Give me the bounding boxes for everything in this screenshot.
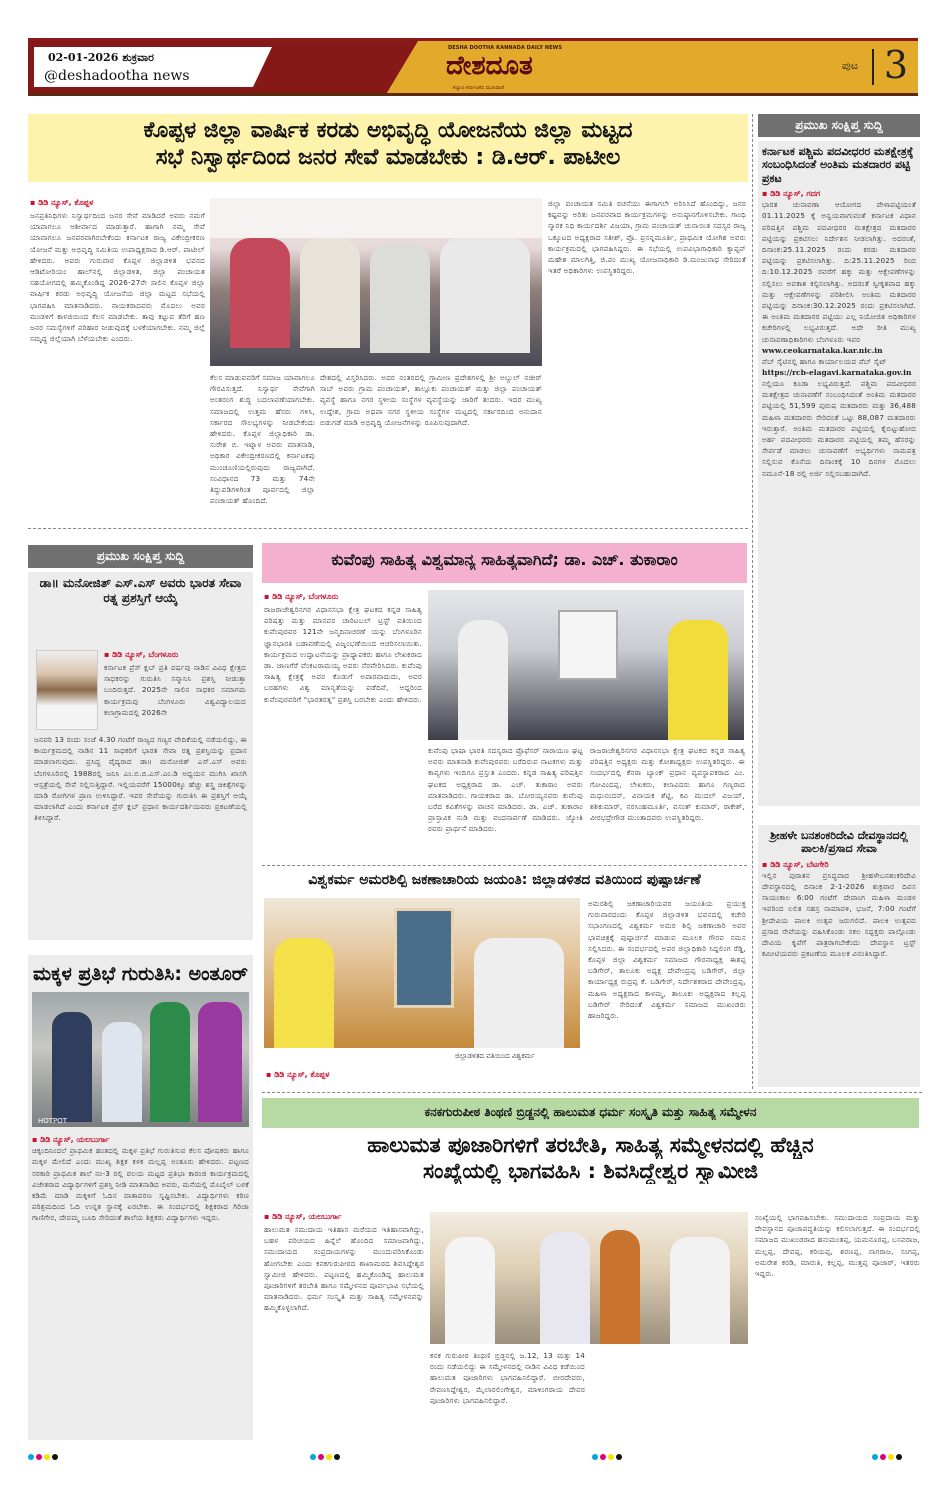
portrait-frame	[558, 610, 618, 680]
left-brief-body-short: ಕರ್ನಾಟಕ ಪ್ರೆಸ್ ಕ್ಲಬ್ ಪ್ರತಿ ವರ್ಷವು ನಾಡಿನ ವಿವಿಧ ಕ್ಷೇತ್ರದ ಸಾಧಕರನ್ನು ಗುರುತಿಸಿ ಸನ್ಮಾನಿಸಿ ಪ್ರಶಸ್ತಿ ನೀಡುತ್ತಾ ಬಂದಿರುತ್ತದೆ. 2025ನೇ ಸಾಲಿನ ಸಾಧಕರ ಸಮಾಗಮ ಕಾರ್ಯಕ್ರಮವು ಬೆಂಗಳೂರು ವಿಶ್ವವಿದ್ಯಾಲಯದ ಕಲಾಗ್ರಾಮದಲ್ಲಿ 2026ನೇ	[104, 663, 246, 717]
kuvempu-headline-box	[262, 543, 747, 583]
right-brief	[758, 114, 920, 814]
halumatha-headline-line-1: ಹಾಲುಮತ ಪೂಜಾರಿಗಳಿಗೆ ತರಬೇತಿ, ಸಾಹಿತ್ಯ ಸಮ್ಮೇಳನದಲ್ಲಿ ಹೆಚ್ಚಿನ	[367, 1133, 814, 1157]
temple-byline: ▪ ಡಿಡಿ ನ್ಯೂಸ್, ಬೆಟಗೇರಿ	[762, 860, 916, 870]
photo-person	[198, 1002, 242, 1122]
children-body: ಚಿಕ್ಕಂದಿನಿಂದಲೆ ಪ್ರಾಥಮಿಕ ಹಂತದಲ್ಲಿ ಮಕ್ಕಳ ಪ್ರತಿಭೆ ಗುರುತಿಸುವ ಕೆಲಸ ಪೋಷಕರು ಹಾಗೂ ಮಕ್ಕಳ ಮೇಲಿದೆ ಎಂದು ಮುಖ್ಯ ಶಿಕ್ಷಕ ಕಳಕ ಮಲ್ಲಪ್ಪ ಅಂತೂರು ಹೇಳಿದರು. ಪಟ್ಟಣದ ಸರಕಾರಿ ಪ್ರಾಥಮಿಕ ಶಾಲೆ ನಂ-3 ರಲ್ಲಿ ವಲಯ ಮಟ್ಟದ ಪ್ರತಿಭಾ ಕಾರಂಜಿ ಕಾರ್ಯಕ್ರಮದಲ್ಲಿ ವಿಜೇತರಾದ ವಿದ್ಯಾರ್ಥಿಗಳಿಗೆ ಪ್ರಶಸ್ತಿ ನೀಡಿ ಮಾತನಾಡಿದ ಅವರು, ಮನೆಯಲ್ಲಿ ಮೊಬೈಲ್ ಬಳಕೆ ಕಡಿಮೆ ಮಾಡಿ ಮಕ್ಕಳಿಗೆ ಓದಿನ ವಾತಾವರಣ ಸೃಷ್ಟಿಸಬೇಕು. ವಿದ್ಯಾರ್ಥಿಗಳು ಕಠಿಣ ಪರಿಶ್ರಮದಿಂದ ಓದಿ ಉನ್ನತ ಸ್ಥಾನಕ್ಕೆ ಏರಬೇಕು. ಈ ಸಂದರ್ಭದಲ್ಲಿ ಶಿಕ್ಷಕರಾದ ಗಿರಿಜಾ ಗಾಣಿಗೇರ, ದೇವಮ್ಮ ಬೂದಿ ಸೇರಿದಂತೆ ಶಾಲೆಯ ಶಿಕ್ಷಕರು ವಿದ್ಯಾರ್ಥಿಗಳು ಇದ್ದರು.	[32, 1146, 249, 1223]
photo-person	[670, 1237, 730, 1344]
photo-person	[230, 238, 290, 348]
portrait-frame	[394, 908, 454, 1008]
left-brief-headline: ಡಾ॥ ಮನೋಜಿತ್ ಎಸ್.ಎಸ್ ಅವರು ಭಾರತ ಸೇವಾ ರತ್ನ ಪ್ರಶಸ್ತಿಗೆ ಆಯ್ಕೆ	[39, 576, 242, 605]
newspaper-logo: ದೇಶದೂತ	[446, 51, 533, 81]
photo-person	[474, 938, 564, 1048]
social-handle: @deshadootha news	[44, 68, 190, 84]
left-brief	[28, 545, 253, 945]
kuvempu-photo	[428, 590, 744, 740]
photo-person	[540, 1232, 590, 1344]
temple-body: ಇಲ್ಲಿನ ಪುರಾತನ ಪ್ರಸಿದ್ಧವಾದ ಶ್ರೀಹಳೇಬನಶಂಕರಿದೇವಿ ದೇವಸ್ಥಾನದಲ್ಲಿ ದಿನಾಂಕ 2-1-2026 ಶುಕ್ರವಾರ ದಿವಸ ಸಾಯಂಕಾಲ 6:00 ಗಂಟೆಗೆ ದೇವಾಂಗ ಮಹಿಳಾ ಮಂಡಳ ಇವರಿಂದ ಲಲಿತ ಸಹಸ್ರ ನಾಮಾವಳಿ, ಭಜನೆ, 7:00 ಗಂಟೆಗೆ ಶ್ರೀದೇವಿಯ ಪಾಲಕಿ ಉತ್ಸವ ಜರುಗಲಿದೆ. ಪಾಲಕಿ ಉತ್ಸವದ ಪ್ರಸಾದ ಸೇವೆಯನ್ನು ವಹಿಸಿಕೊಂಡು ಸಕಲ ಸದ್ಭಕ್ತರು ಪಾಲ್ಗೊಂಡು ದೇವಿಯ ಕೃಪೆಗೆ ಪಾತ್ರರಾಗಬೇಕೆಂದು ದೇವಸ್ಥಾನ ಟ್ರಸ್ಟ್ ಕಮೀಟಿಯವರು ಪ್ರಕಟಣೆಯ ಮೂಲಕ ವಿನಂತಿಸಿದ್ದಾರೆ.	[762, 870, 916, 959]
lead-byline: ▪ ಡಿಡಿ ನ್ಯೂಸ್, ಕೊಪ್ಪಳ	[30, 198, 94, 208]
vishwakarma-body: ಅಮರಶಿಲ್ಪಿ ಜಕಣಾಚಾರಿಯವರ ಜಯಂತಿಯ ಪ್ರಯುಕ್ತ ಗುರುವಾರದಂದು ಕೊಪ್ಪಳ ಜಿಲ್ಲಾಡಳಿತ ಭವನದಲ್ಲಿ ಕಚೇರಿ ಸಭಾಂಗಣದಲ್ಲಿ ವಿಶ್ವಕರ್ಮ ಅಮರ ಶಿಲ್ಪಿ ಜಕಣಾಚಾರಿ ಅವರ ಭಾವಚಿತ್ರಕ್ಕೆ ಪುಷ್ಪಾರ್ಚನೆ ಮಾಡುವ ಮೂಲಕ ಗೌರವ ನಮನ ಸಲ್ಲಿಸಿದರು. ಈ ಸಂದರ್ಭದಲ್ಲಿ ಅಪರ ಜಿಲ್ಲಾಧಿಕಾರಿ ಸಿದ್ದಲಿಂಗ ರೆಡ್ಡಿ, ಕೊಪ್ಪಳ ಜಿಲ್ಲಾ ವಿಶ್ವಕರ್ಮ ಸಮಾಜದ ಗೌರವಾಧ್ಯಕ್ಷ ಈಶಪ್ಪ ಬಡಿಗೇರ್, ತಾಲೂಕು ಅಧ್ಯಕ್ಷ ದೇವೇಂದ್ರಪ್ಪ ಬಡಿಗೇರ್, ಜಿಲ್ಲಾ ಕಾರ್ಯಾಧ್ಯಕ್ಷ ರುದ್ರಪ್ಪ ಕೆ. ಬಡಿಗೇರ್, ನಿರ್ದೇಶಕರಾದ ದೇವೇಂದ್ರಪ್ಪ, ಮಹಿಳಾ ಅಧ್ಯಕ್ಷರಾದ ಕಾಳಮ್ಮ, ತಾಲೂಕು ಅಧ್ಯಕ್ಷರಾದ ಕಲ್ಲಪ್ಪ ಬಡಿಗೇರ್ ಸೇರಿದಂತೆ ವಿಶ್ವಕರ್ಮ ಸಮಾಜದ ಮುಖಂಡರು ಹಾಜರಿದ್ದರು.	[588, 899, 746, 1021]
photo-person	[600, 1230, 640, 1344]
registration-marks	[28, 1454, 58, 1460]
ceo-link[interactable]: www.ceokarnataka.kar.nic.in	[762, 345, 883, 355]
photo-person	[300, 238, 360, 348]
section-divider	[28, 528, 748, 529]
lead-photo	[210, 198, 542, 366]
children-byline: ▪ ಡಿಡಿ ನ್ಯೂಸ್, ಯಲಬುರ್ಗಾ	[32, 1135, 249, 1145]
children-story	[28, 955, 253, 1440]
lead-headline-line-1: ಕೊಪ್ಪಳ ಜಿಲ್ಲಾ ವಾರ್ಷಿಕ ಕರಡು ಅಭಿವೃದ್ಧಿ ಯೋಜನೆಯ ಜಿಲ್ಲಾ ಮಟ್ಟದ	[143, 118, 633, 143]
kuvempu-col-1: ರಾಜರಾಜೇಶ್ವರಿನಗರ ವಿಧಾನಸಭಾ ಕ್ಷೇತ್ರ ಘಟಕದ ಕನ್ನಡ ಸಾಹಿತ್ಯ ಪರಿಷತ್ತು ಮತ್ತು ಮಾನವರ ಚಾರಿಟಬಲ್ ಟ್ರಸ್ಟ್ ವತಿಯಿಂದ ಕುವೆಂಪುರವರ 121ನೇ ಜನ್ಮದಿನಾಚರಣೆ ಯನ್ನು ಬೆಂಗಳೂರಿನ ಜ್ಞಾನಭಾರತಿ ಬಡಾವಣೆಯಲ್ಲಿ ವಿಜೃಂಭಣೆಯಿಂದ ಆಚರಿಸಲಾಯಿತು. ಕಾರ್ಯಕ್ರಮದ ಉದ್ಘಾಟನೆಯನ್ನು ಪ್ರಾಧ್ಯಾಪಕರು ಹಾಗೂ ಲೇಖಕರಾದ ಡಾ. ಜಾಣಗೆರೆ ವೆಂಕಟರಾಮಯ್ಯ ಅವರು ನೆರವೇರಿಸಿದರು. ಕುವೆಂಪು ಸಾಹಿತ್ಯ ಕ್ಷೇತ್ರಕ್ಕೆ ಅವರ ಕೊಡುಗೆ ಅಪಾರವಾದುದು, ಅವರ ಬರಹಗಳು ವಿಶ್ವ ಮಾನ್ಯತೆಯನ್ನು ಪಡೆದಿವೆ, ಆದ್ದರಿಂದ ಕುವೆಂಪುರವರಿಗೆ "ಭಾರತರತ್ನ" ಪ್ರಶಸ್ತಿ ಬರಬೇಕು ಎಂದು ಹೇಳಿದರು.	[264, 605, 422, 704]
page-label: ಪುಟ	[841, 59, 858, 72]
stage-backdrop	[210, 198, 542, 238]
page-number: 3	[883, 43, 908, 87]
right-brief-byline: ▪ ಡಿಡಿ ನ್ಯೂಸ್, ಗದಗ	[762, 189, 916, 199]
children-photo	[32, 992, 249, 1127]
vishwakarma-byline: ▪ ಡಿಡಿ ನ್ಯೂಸ್, ಕೊಪ್ಪಳ	[266, 1070, 330, 1080]
right-temple-brief	[758, 825, 920, 1087]
kuvempu-col-2: ಕುವೆಂಪು ಭಾಷಾ ಭಾರತಿ ಸದಸ್ಯರಾದ ಪ್ರೊಫೆಸರ್ ನಾರಾಯಣ ಘಟ್ಟ ಅವರು ಮಾತನಾಡಿ ಕುವೆಂಪುರವರು ಬರೆದಿರುವ ನಾಟಕಗಳು ಮತ್ತು ಕಾವ್ಯಗಳು ಇಂದಿಗೂ ಪ್ರಸ್ತುತ ಎಂದರು. ಕನ್ನಡ ಸಾಹಿತ್ಯ ಪರಿಷತ್ತಿನ ಘಟಕದ ಅಧ್ಯಕ್ಷರಾದ ಡಾ. ಎಚ್. ತುಕಾರಾಂ ಅವರು ಮಾತನಾಡಿದರು. ಗಾಯಕರಾದ ಡಾ. ಬೋರಯ್ಯನವರು ಕುವೆಂಪು ಬರೆದ ಕವಿತೆಗಳನ್ನು ವಾಚನ ಮಾಡಿದರು. ಡಾ. ಎಚ್. ತುಕಾರಾಂ ಪ್ರಾಸ್ತಾವಿಕ ನುಡಿ ಮತ್ತು ವಂದನಾರ್ಪಣೆ ಮಾಡಿದರು. ಜ್ಯೋತಿ ರವರು ಪ್ರಾರ್ಥನೆ ಮಾಡಿದರು.	[428, 746, 583, 834]
vishwakarma-headline: ವಿಶ್ವಕರ್ಮ ಅಮರಶಿಲ್ಪಿ ಜಕಣಾಚಾರಿಯ ಜಯಂತಿ: ಜಿಲ್ಲಾಡಳಿತದ ವತಿಯಿಂದ ಪುಷ್ಪಾರ್ಚಣೆ	[308, 872, 701, 888]
photo-watermark: HOTPOT	[38, 1117, 68, 1126]
issue-date: 02-01-2026 ಶುಕ್ರವಾರ	[48, 51, 154, 64]
lead-col-1: ಜನಪ್ರತಿನಿಧಿಗಳು ನಿಸ್ವಾರ್ಥದಿಂದ ಜನರ ಸೇವೆ ಮಾಡಿದರೆ ಅವರು ನಮಗೆ ಯಾವಾಗಲೂ ಆಶೀರ್ವಾದ ಮಾಡುತ್ತಾರೆ. ಹಾಗಾಗಿ ನಮ್ಮ ಸೇವೆ ಯಾವಾಗಲೂ ಜನಪರವಾಗಿರಬೇಕೆಂದು ಕರ್ನಾಟಕ ರಾಜ್ಯ ವಿಕೇಂದ್ರೀಕರಣ ಯೋಜನೆ ಮತ್ತು ಅಭಿವೃದ್ಧಿ ಸಮಿತಿಯ ಉಪಾಧ್ಯಕ್ಷರಾದ ಡಿ.ಆರ್. ಪಾಟೀಲ್ ಹೇಳಿದರು. ಅವರು ಗುರುವಾರ ಕೊಪ್ಪಳ ಜಿಲ್ಲಾಡಳಿತ ಭವನದ ಆಡಿಟೋರಿಯಂ ಹಾಲ್‌ನಲ್ಲಿ ಜಿಲ್ಲಾಡಳಿತ, ಜಿಲ್ಲಾ ಪಂಚಾಯತ ಸಹಯೋಗದಲ್ಲಿ ಹಮ್ಮಿಕೊಂಡಿದ್ದ 2026-27ನೇ ಸಾಲಿನ ಕೊಪ್ಪಳ ಜಿಲ್ಲಾ ವಾರ್ಷಿಕ ಕರಡು ಅಭಿವೃದ್ಧಿ ಯೋಜನೆಯ ಜಿಲ್ಲಾ ಮಟ್ಟದ ಸಭೆಯಲ್ಲಿ ಭಾಗವಹಿಸಿ ಮಾತನಾಡಿದರು. ನಾಯಕರಾದವರು ಮೊದಲು ಅವರ ಮಂಡಳಿಗೆ ಕಾಳಜಿಯಿಂದ ಕೆಲಸ ಮಾಡಬೇಕು. ತಾವು ಕಟ್ಟುವ ತೆರಿಗೆ ಹಣ ಜನರ ಸಮಸ್ಯೆಗಳಿಗೆ ಪರಿಹಾರ ನೀಡುವುದಕ್ಕೆ ಬಳಕೆಯಾಗಬೇಕು. ನಮ್ಮ ಜಿಲ್ಲೆ ಸಮೃದ್ಧ ಜಿಲ್ಲೆಯಾಗಿ ಬೆಳೆಯಬೇಕು ಎಂದರು.	[30, 211, 205, 344]
lead-col-2: ಕೆಲಸ ಮಾಡುವವರಿಗೆ ಸಮಾಜ ಯಾವಾಗಲೂ ಗೌರವಿಸುತ್ತದೆ. ನಿಸ್ವಾರ್ಥ ಸೇವೆಗಾಗಿ ಅಂತರಂಗ ಶುದ್ಧಿ ಬದಲಾವಣೆಯಾಗಬೇಕು. ಸಮಾಜದಲ್ಲಿ ಉತ್ತಮ ಹೆಸರು ಗಳಿಸಿ, ಸರ್ಕಾರದ ಸೌಲಭ್ಯಗಳನ್ನು ನೀಡಬೇಕೆಂದು ಹೇಳಿದರು. ಕೊಪ್ಪಳ ಜಿಲ್ಲಾಧಿಕಾರಿ ಡಾ. ಸುರೇಶ ಬಿ. ಇಟ್ನಾಳ ಅವರು ಮಾತನಾಡಿ, ಅಧಿಕಾರ ವಿಕೇಂದ್ರೀಕರಣದಲ್ಲಿ ಕರ್ನಾಟಕವು ಮುಂಚೂಣಿಯಲ್ಲಿರುವುದು ರಾಜ್ಯವಾಗಿದೆ. ಸಂವಿಧಾನದ 73 ಮತ್ತು 74ನೇ ತಿದ್ದುಪಡಿಗಳಿಗಿಂತ ಪೂರ್ವದಲ್ಲಿ ಜಿಲ್ಲಾ ಪಂಚಾಯತ್ ಹೊಂದಿದೆ.	[210, 373, 315, 506]
right-brief-headline: ಕರ್ನಾಟಕ ಪಶ್ಚಿಮ ಪದವೀಧರರ ಮತಕ್ಷೇತ್ರಕ್ಕೆ ಸಂಬಂಧಿಸಿದಂತೆ ಅಂತಿಮ ಮತದಾರರ ಪಟ್ಟಿ ಪ್ರಕಟ	[762, 145, 914, 185]
halumatha-photo	[430, 1212, 748, 1344]
halumatha-headline-box	[262, 1133, 919, 1184]
lead-col-3: ದೇಶದಲ್ಲಿ ವಿಸ್ತರಿಸಿದರು. ಅದರ ನಂತರದಲ್ಲಿ ಗ್ರಾಮೀಣ ಪ್ರದೇಶಗಳಲ್ಲಿ ಶ್ರೀ ಅಬ್ದುಲ್ ನಜೀರ್ ಸಾಬ್ ಅವರು ಗ್ರಾಮ ಪಂಚಾಯತ್, ತಾಲ್ಲೂಕು ಪಂಚಾಯತ್ ಮತ್ತು ಜಿಲ್ಲಾ ಪಂಚಾಯತ್ ವ್ಯವಸ್ಥೆ ಹಾಗೂ ನಗರ ಸ್ಥಳೀಯ ಸಂಸ್ಥೆಗಳ ವ್ಯವಸ್ಥೆಯನ್ನು ಜಾರಿಗೆ ತಂದರು. ಇದರ ಮುಖ್ಯ ಉದ್ದೇಶ, ಗ್ರಾಮ ಅಥವಾ ನಗರ ಸ್ಥಳೀಯ ಸಂಸ್ಥೆಗಳ ಮಟ್ಟದಲ್ಲಿ ಸರ್ಕಾರದಿಂದ ಅನುದಾನ ಬಿಡುಗಡೆ ಮಾಡಿ ಅಭಿವೃದ್ಧಿ ಯೋಜನೆಗಳನ್ನು ರೂಪಿಸುವುದಾಗಿದೆ.	[320, 373, 542, 427]
lead-col-4: ಜಿಲ್ಲಾ ಪಂಚಾಯತ ಸಮಿತಿ ರಚನೆಯು ಈಗಾಗಲೇ ಅರಿಸಿಸಿದೆ ಹೊಂದಿದ್ದು, ಜನರ ಕಷ್ಟವನ್ನು ಅರಿತು ಜನಪರವಾದ ಕಾರ್ಯಕ್ರಮಗಳನ್ನು ಅನುಷ್ಠಾನಗೊಳಿಸಬೇಕು. ಗಾಂಧಿ ಸ್ಮಾರಕ ನಿಧಿ ಕಾರ್ಯದರ್ಶಿ ವಿಜಯಾ, ಗ್ರಾಮ ಪಂಚಾಯತ್ ಚುನಾಯಿತ ಸದಸ್ಯರ ರಾಜ್ಯ ಒಕ್ಕೂಟದ ಅಧ್ಯಕ್ಷರಾದ ಸತೀಶ್, ಪ್ರೊ. ಪ್ರಸನ್ನಮೂರ್ತಿ, ಪ್ರಾಥಮಿಕ ಯೋಗಿಶ ಅವರು ಕಾರ್ಯಕ್ರಮದಲ್ಲಿ ಭಾಗವಹಿಸಿದ್ದರು. ಈ ಸಭೆಯಲ್ಲಿ ಉಪವಿಭಾಗಾಧಿಕಾರಿ ಕ್ಯಾಪ್ಟನ್ ಮಹೇಶ ಮಾಲಗಿತ್ತಿ, ಜಿ.ಪಂ ಮುಖ್ಯ ಯೋಜನಾಧಿಕಾರಿ ಡಿ.ಮಂಜುನಾಥ ಸೇರಿದಂತೆ ಇತರೆ ಅಧಿಕಾರಿಗಳು ಉಪಸ್ಥಿತರಿದ್ದರು.	[548, 199, 746, 276]
children-headline: ಮಕ್ಕಳ ಪ್ರತಿಭೆ ಗುರುತಿಸಿ: ಅಂತೂರ್	[33, 963, 248, 985]
right-brief-body-2: ನಲ್ಲಿಯೂ ಕೂಡಾ ಲಭ್ಯವಿರುತ್ತದೆ. ಪಶ್ಚಿಮ ಪದವೀಧರರ ಮತಕ್ಷೇತ್ರದ ಚುನಾವಣೆಗೆ ಸಂಬಂಧಿಸಿದಂತೆ ಅಂತಿಮ ಮತದಾರರ ಪಟ್ಟಿಯಲ್ಲಿ 51,599 ಪುರುಷ ಮತದಾರರು ಮತ್ತು 36,488 ಮಹಿಳಾ ಮತದಾರರು ಸೇರಿದಂತೆ ಒಟ್ಟು 88,087 ಮತದಾರರು ಇರುತ್ತಾರೆ. ಅಂತಿಮ ಮತದಾರರ ಪಟ್ಟಿಯಲ್ಲಿ ಕೈಬಿಟ್ಟುಹೋದ ಅರ್ಹ ಪದವೀಧರರು ಮತದಾರರ ಪಟ್ಟಿಯಲ್ಲಿ ತಮ್ಮ ಹೆಸರನ್ನು ಸೇರ್ಪಡೆ ಮಾಡಲು ಚುನಾವಣೆಗೆ ಅಭ್ಯರ್ಥಿಗಳು ನಾಮಪತ್ರ ಸಲ್ಲಿಸುವ ಕೊನೆಯ ದಿನಾಂಕಕ್ಕೆ 10 ದಿನಗಳ ಮೊದಲು ನಮೂನೆ-18 ರಲ್ಲಿ ಅರ್ಜಿ ಸಲ್ಲಿಸಬಹುದಾಗಿದೆ.	[762, 379, 916, 478]
masthead-subtitle: DESHA DOOTHA KANNADA DAILY NEWS	[448, 45, 563, 51]
halumatha-kicker: ಕನಕಗುರುಪೀಠ ತಿಂಥಣಿ ಬ್ರಿಡ್ಜನಲ್ಲಿ ಹಾಲುಮತ ಧರ್ಮ ಸಂಸ್ಕೃತಿ ಮತ್ತು ಸಾಹಿತ್ಯ ಸಮ್ಮೇಳನ	[424, 1105, 757, 1119]
right-brief-mid-text: ವೆಬ್ ಸೈಟಿನಲ್ಲಿ ಹಾಗೂ ಕಾರ್ಯಾಲಯದ ವೆಬ್ ಸೈಟ್	[762, 356, 887, 366]
photo-person	[52, 1012, 92, 1122]
section-divider	[262, 1092, 922, 1093]
halumatha-kicker-box	[262, 1098, 919, 1128]
photo-person	[668, 620, 728, 740]
kuvempu-byline: ▪ ಡಿಡಿ ನ್ಯೂಸ್, ಬೆಂಗಳೂರು	[264, 592, 338, 602]
halumatha-col-2: ಕನಕ ಗುರುಪೀಠ ತಿಂಥಣಿ ಬ್ರಿಡ್ಜನಲ್ಲಿ ಜ.12, 13 ಮತ್ತು 14 ರಂದು ನಡೆಯಲಿದ್ದು ಈ ಸಮ್ಮೇಳನದಲ್ಲಿ ನಾಡಿನ ವಿವಿಧ ಕಡೆಯಿಂದ ಹಾಲುಮತ ಪೂಜಾರಿಗಳು ಭಾಗವಹಿಸಲಿದ್ದಾರೆ. ಬೀರದೇವರು, ರೇವಣಸಿದ್ದೇಶ್ವರ, ಮೈಲಾರಲಿಂಗೇಶ್ವರ, ಮಾಳಿಂಗರಾಯ ದೇವರ ಪೂಜಾರಿಗಳು ಭಾಗವಹಿಸಲಿದ್ದಾರೆ.	[430, 1351, 585, 1405]
page-divider	[872, 49, 874, 85]
photo-person	[274, 938, 334, 1048]
registration-marks	[592, 1454, 622, 1460]
left-brief-byline: ▪ ಡಿಡಿ ನ್ಯೂಸ್, ಬೆಂಗಳೂರು	[104, 650, 178, 660]
rcb-link[interactable]: https://rcb-elagavi.karnataka.gov.in	[762, 368, 912, 378]
halumatha-byline: ▪ ಡಿಡಿ ನ್ಯೂಸ್, ಯಲಬುರ್ಗಾ	[264, 1212, 341, 1222]
column-divider	[752, 114, 753, 1089]
photo-person	[370, 243, 430, 353]
right-section-label: ಪ್ರಮುಖ ಸಂಕ್ಷಿಪ್ತ ಸುದ್ದಿ	[758, 114, 920, 137]
lead-headline-box	[28, 114, 748, 182]
registration-marks	[872, 1454, 902, 1460]
halumatha-col-3: ಸಂಖ್ಯೆಯಲ್ಲಿ ಭಾಗವಹಿಸಬೇಕು. ಸಮುದಾಯದ ಸಂಪ್ರದಾಯ ಮತ್ತು ದೇವಸ್ಥಾನದ ಪೂಜಾಪದ್ಧತಿಯನ್ನು ಕಲಿಸಲಾಗುತ್ತದೆ. ಈ ಸಂದರ್ಭದಲ್ಲಿ ಸಮಾಜದ ಮುಖಂಡರಾದ ಹನುಮಂತಪ್ಪ, ಯಮನೂರಪ್ಪ, ಬಸವರಾಜ, ಮಲ್ಲಪ್ಪ, ದೇವಪ್ಪ, ಕರಿಯಪ್ಪ, ಶರಣಪ್ಪ, ನಾಗರಾಜ, ಸಂಗಪ್ಪ, ಅಮರೇಶ ಕರಡಿ, ಮಾರುತಿ, ಕಲ್ಲಪ್ಪ, ಮುತ್ತಪ್ಪ ಪೂಜಾರ್, ಇತರರು ಇದ್ದರು.	[755, 1213, 920, 1279]
lead-headline-line-2: ಸಭೆ ನಿಸ್ವಾರ್ಥದಿಂದ ಜನರ ಸೇವೆ ಮಾಡಬೇಕು : ಡಿ.ಆರ್. ಪಾಟೀಲ	[155, 144, 621, 170]
photo-person	[440, 238, 530, 353]
kuvempu-col-3: ರಾಜರಾಜೇಶ್ವರಿನಗರ ವಿಧಾನಸಭಾ ಕ್ಷೇತ್ರ ಘಟಕದ ಕನ್ನಡ ಸಾಹಿತ್ಯ ಪರಿಷತ್ತಿನ ಅಧ್ಯಕ್ಷರು ಮತ್ತು ಕೋಶಾಧ್ಯಕ್ಷರು ಉಪಸ್ಥಿತರಿದ್ದರು. ಈ ಸಂದರ್ಭದಲ್ಲಿ ಕೆನರಾ ಬ್ಯಾಂಕ್ ಪ್ರಧಾನ ವ್ಯವಸ್ಥಾಪಕರಾದ ಎಂ. ಗೋವಿಂದಪ್ಪ, ಲೇಖಕರು, ಕಲಾವಿದರು ಹಾಗೂ ಗಣ್ಯರಾದ ಮಧುನಂದನ್, ವಿನಾಯಕ ಶೆಟ್ಟಿ, ಕವಿ ಮುದಲ್ ವಿಜಯ್, ಶಶಿಕುಮಾರ್, ನರಸಿಂಹಮೂರ್ತಿ, ವಸಂತ್ ಕುಮಾರ್, ರಾಕೇಶ್, ವೀರಭದ್ರೇಗೌಡ ಮುಂತಾದವರು ಉಪಸ್ಥಿತರಿದ್ದರು.	[590, 746, 745, 823]
registration-marks	[310, 1454, 340, 1460]
photo-person	[458, 620, 508, 740]
doctor-photo	[36, 650, 98, 730]
photo-person	[445, 1237, 495, 1344]
section-divider	[262, 865, 747, 866]
vishwakarma-caption: ಜಿಲ್ಲಾಡಳಿತದ ವತಿಯಿಂದ ವಿಶ್ವಕರ್ಮ	[455, 1052, 535, 1060]
photo-person	[150, 1002, 190, 1122]
temple-headline: ಶ್ರೀಹಳೇ ಬನಶಂಕರಿದೇವಿ ದೇವಸ್ಥಾನದಲ್ಲಿ ಪಾಲಕಿ/ಪ್ರಸಾದ ಸೇವಾ	[770, 829, 908, 856]
halumatha-col-1: ಹಾಲುಮತ ಸಮುದಾಯ ಇತಿಹಾಸ ಮರೆಯದ ಇತಿಹಾಸವಾಗಿದ್ದು, ಬಹಳ ಪರಿಚಯದ ಹಿನ್ನೆಲೆ ಹೊಂದಿದ ಸಮಾಜವಾಗಿದ್ದು, ಸಮುದಾಯದ ಸಂಪ್ರದಾಯಗಳನ್ನು ಮುಂದುವರಿಸಿಕೊಂಡು ಹೋಗಬೇಕು ಎಂದು ಕನಕಗುರುಪೀಠದ ಶಾಖಾಮಠದ ಶಿವಸಿದ್ದೇಶ್ವರ ಸ್ವಾಮೀಜಿ ಹೇಳಿದರು. ಪಟ್ಟಣದಲ್ಲಿ ಹಮ್ಮಿಕೊಂಡಿದ್ದ ಹಾಲುಮತ ಪೂಜಾರಿಗಳಿಗೆ ತರಬೇತಿ ಹಾಗೂ ಸಮ್ಮೇಳನದ ಪೂರ್ವಭಾವಿ ಸಭೆಯಲ್ಲಿ ಮಾತನಾಡಿದರು. ಧರ್ಮ ಸಂಸ್ಕೃತಿ ಮತ್ತು ಸಾಹಿತ್ಯ ಸಮ್ಮೇಳನವನ್ನು ಹಮ್ಮಿಕೊಳ್ಳಲಾಗಿದೆ.	[264, 1225, 424, 1313]
left-brief-body-long: ಜನವರಿ 13 ರಂದು ಸಂಜೆ 4.30 ಗಂಟೆಗೆ ರಾಜ್ಯದ ಗಣ್ಯರ ವೇದಿಕೆಯಲ್ಲಿ ನಡೆಯಲಿದ್ದು, ಈ ಕಾರ್ಯಕ್ರಮದಲ್ಲಿ ನಾಡಿನ 11 ಸಾಧಕರಿಗೆ ಭಾರತ ಸೇವಾ ರತ್ನ ಪ್ರಶಸ್ತಿಯನ್ನು ಪ್ರದಾನ ಮಾಡಲಾಗುವುದು. ಪ್ರಸಿದ್ಧ ವೈದ್ಯರಾದ ಡಾ॥ ಮನೋಜಿತ್ ಎಸ್.ಎಸ್ ಅವರು ಬೆಂಗಳೂರಿನಲ್ಲಿ 1988ರಲ್ಲಿ ಜನಿಸಿ ಎಂ.ಬಿ.ಬಿ.ಎಸ್.ಎಂ.ಡಿ ಅಧ್ಯಯನ ಮುಗಿಸಿ ಖಾಸಗಿ ಆಸ್ಪತ್ರೆಯಲ್ಲಿ ಸೇವೆ ಸಲ್ಲಿಸುತ್ತಿದ್ದಾರೆ. ಇಲ್ಲಿಯವರೆಗೆ 15000ಕ್ಕೂ ಹೆಚ್ಚು ಶಸ್ತ್ರ ಚಿಕಿತ್ಸೆಗಳನ್ನು ಮಾಡಿ ರೋಗಿಗಳ ಪ್ರಾಣ ಉಳಿಸಿದ್ದಾರೆ. ಇವರ ಸೇವೆಯನ್ನು ಗುರುತಿಸಿ ಈ ಪ್ರಶಸ್ತಿಗೆ ಆಯ್ಕೆ ಮಾಡಲಾಗಿದೆ ಎಂದು ಕರ್ನಾಟಕ ಪ್ರೆಸ್ ಕ್ಲಬ್ ಪ್ರಧಾನ ಕಾರ್ಯದರ್ಶಿಯವರು ಪ್ರಕಟಣೆಯಲ್ಲಿ ತಿಳಿಸಿದ್ದಾರೆ.	[34, 735, 247, 823]
masthead-tagline: ಕಲ್ಯಾಣ ಕರ್ನಾಟಕದ ಮುಖವಾಣಿ	[453, 85, 505, 91]
masthead	[28, 38, 918, 96]
halumatha-headline-line-2: ಸಂಖ್ಯೆಯಲ್ಲಿ ಭಾಗವಹಿಸಿ : ಶಿವಸಿದ್ದೇಶ್ವರ ಸ್ವಾಮೀಜಿ	[422, 1158, 759, 1183]
left-section-label: ಪ್ರಮುಖ ಸಂಕ್ಷಿಪ್ತ ಸುದ್ದಿ	[28, 545, 253, 568]
vishwakarma-photo	[264, 898, 580, 1048]
photo-person	[102, 1022, 142, 1122]
kuvempu-headline: ಕುವೆಂಪು ಸಾಹಿತ್ಯ ವಿಶ್ವಮಾನ್ಯ ಸಾಹಿತ್ಯವಾಗಿದೆ; ಡಾ. ಎಚ್. ತುಕಾರಾಂ	[331, 550, 678, 569]
right-brief-body-1: ಭಾರತ ಚುನಾವಣಾ ಆಯೋಗದ ವೇಳಾಪಟ್ಟಿಯಂತೆ 01.11.2025 ಕ್ಕೆ ಅನ್ವಯವಾಗುವಂತೆ ಕರ್ನಾಟಕ ವಿಧಾನ ಪರಿಷತ್ತಿನ ಪಶ್ಚಿಮ ಪದವೀಧರರ ಮತಕ್ಷೇತ್ರದ ಮತದಾರರ ಪಟ್ಟಿಯನ್ನು ಪ್ರಕಟಿಸಲು ನಿರ್ದೇಶನ ನೀಡಲಾಗಿತ್ತು. ಅದರಂತೆ, ದಿನಾಂಕ:25.11.2025 ರಂದು ಕರಡು ಮತದಾರರ ಪಟ್ಟಿಯನ್ನು ಪ್ರಕಟಿಸಲಾಗಿತ್ತು. ದಿ:25.11.2025 ರಿಂದ ದಿ:10.12.2025 ರವರೆಗೆ ಹಕ್ಕು ಮತ್ತು ಆಕ್ಷೇಪಣೆಗಳನ್ನು ಸಲ್ಲಿಸಲು ಅವಕಾಶ ಕಲ್ಪಿಸಲಾಗಿತ್ತು. ಅದರಂತೆ ಸ್ವೀಕೃತವಾದ ಹಕ್ಕು ಮತ್ತು ಆಕ್ಷೇಪಣೆಗಳನ್ನು ಪರಿಶೀಲಿಸಿ ಅಂತಿಮ ಮತದಾರರ ಪಟ್ಟಿಯನ್ನು ದಿನಾಂಕ:30.12.2025 ರಂದು ಪ್ರಕಟಿಸಲಾಗಿದೆ. ಈ ಅಂತಿಮ ಮತದಾರರ ಪಟ್ಟಿಯು ಎಲ್ಲ ನಿಯೋಜಿತ ಅಧಿಕಾರಿಗಳ ಕಚೇರಿಗಳಲ್ಲಿ ಲಭ್ಯವಿರುತ್ತದೆ. ಅದೇ ರೀತಿ ಮುಖ್ಯ ಚುನಾವಣಾಧಿಕಾರಿಗಳು ಬೆಂಗಳೂರು ಇವರ	[762, 200, 916, 344]
